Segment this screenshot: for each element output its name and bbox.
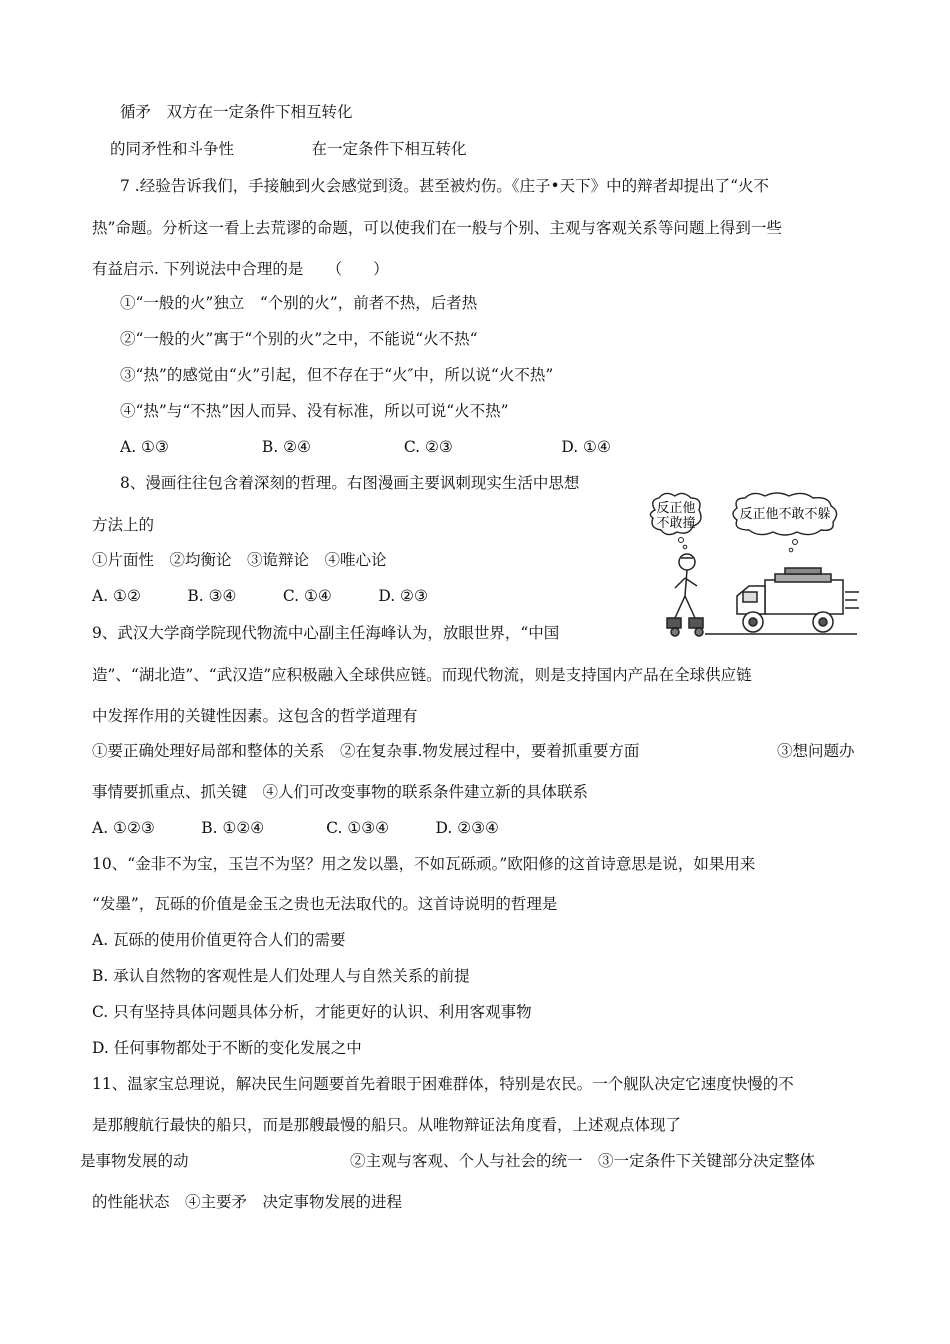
q8-options: A. ①② B. ③④ C. ①④ D. ②③ <box>92 587 428 605</box>
line-q11: 11、温家宝总理说，解决民生问题要首先着眼于困难群体，特别是农民。一个舰队决定它速度快慢的不 <box>92 1075 794 1093</box>
q7-statement-2: ②“一般的火”寓于“个别的火”之中，不能说“火不热“ <box>120 330 478 348</box>
q7-options: A. ①③ B. ②④ C. ②③ D. ①④ <box>120 438 611 456</box>
q10-option-a: A. 瓦砾的使用价值更符合人们的需要 <box>92 931 346 949</box>
bubble-left-line1: 反正他 <box>656 501 696 516</box>
q9-options: A. ①②③ B. ①②④ C. ①③④ D. ②③④ <box>92 819 499 837</box>
line-q7-cont1: 热”命题。分析这一看上去荒谬的命题，可以使我们在一般与个别、主观与客观关系等问题上得到一些 <box>92 219 782 237</box>
line-l2: 的同矛性和斗争性 在一定条件下相互转化 <box>110 140 467 158</box>
q9-statements-c: 事情要抓重点、抓关键 ④人们可改变事物的联系条件建立新的具体联系 <box>92 783 589 801</box>
line-q9: 9、武汉大学商学院现代物流中心副主任海峰认为，放眼世界，“中国 <box>92 624 560 642</box>
speech-bubble-left <box>650 493 701 548</box>
q11-statements-b: ②主观与客观、个人与社会的统一 ③一定条件下关键部分决定整体 <box>350 1152 816 1170</box>
speech-bubble-right <box>733 493 837 552</box>
line-q11-cont: 是那艘航行最快的船只，而是那艘最慢的船只。从唯物辩证法角度看，上述观点体现了 <box>92 1116 682 1134</box>
line-l1: 循矛 双方在一定条件下相互转化 <box>120 103 353 121</box>
q11-statements-c: 的性能状态 ④主要矛 决定事物发展的进程 <box>92 1193 403 1211</box>
cartoon-image <box>645 492 863 644</box>
q7-statement-4: ④“热”与“不热”因人而异、没有标准，所以可说“火不热” <box>120 402 509 420</box>
line-q8-cont: 方法上的 <box>92 516 155 534</box>
line-q7: 7 .经验告诉我们，手接触到火会感觉到烫。甚至被灼伤。《庄子•天下》中的辩者却提出了“火不 <box>120 177 770 195</box>
line-q7-cont2: 有益启示. 下列说法中合理的是 （ ） <box>92 260 389 278</box>
q9-statements-b: ③想问题办 <box>777 742 855 760</box>
q10-option-c: C. 只有坚持具体问题具体分析，才能更好的认识、利用客观事物 <box>92 1003 532 1021</box>
line-q10: 10、“金非不为宝，玉岂不为坚？用之发以墨，不如瓦砾顽。”欧阳修的这首诗意思是说，如果用来 <box>92 855 756 873</box>
line-q8: 8、漫画往往包含着深刻的哲理。右图漫画主要讽刺现实生活中思想 <box>120 474 580 492</box>
q10-option-b: B. 承认自然物的客观性是人们处理人与自然关系的前提 <box>92 967 470 985</box>
q7-statement-1: ①“一般的火”独立 “个别的火”，前者不热，后者热 <box>120 294 478 312</box>
line-q9-cont2: 中发挥作用的关键性因素。这包含的哲学道理有 <box>92 707 418 725</box>
line-q10-cont: “发墨”，瓦砾的价值是金玉之贵也无法取代的。这首诗说明的哲理是 <box>92 895 558 913</box>
bubble-right-text: 反正他不敢不躲 <box>739 507 831 522</box>
person-figure <box>667 554 703 636</box>
truck-illustration <box>705 568 859 634</box>
line-q9-cont1: 造”、“湖北造”、“武汉造”应积极融入全球供应链。而现代物流，则是支持国内产品在全球供应链 <box>92 666 752 684</box>
q10-option-d: D. 任何事物都处于不断的变化发展之中 <box>92 1039 362 1057</box>
q11-statements-a: 是事物发展的动 <box>80 1152 189 1170</box>
q8-statements: ①片面性 ②均衡论 ③诡辩论 ④唯心论 <box>92 551 387 569</box>
q7-statement-3: ③“热”的感觉由“火”引起，但不存在于“火″中，所以说“火不热” <box>120 366 554 384</box>
bubble-left-line2: 不敢撞 <box>656 516 696 531</box>
q9-statements-a: ①要正确处理好局部和整体的关系 ②在复杂事.物发展过程中，要着抓重要方面 <box>92 742 640 760</box>
